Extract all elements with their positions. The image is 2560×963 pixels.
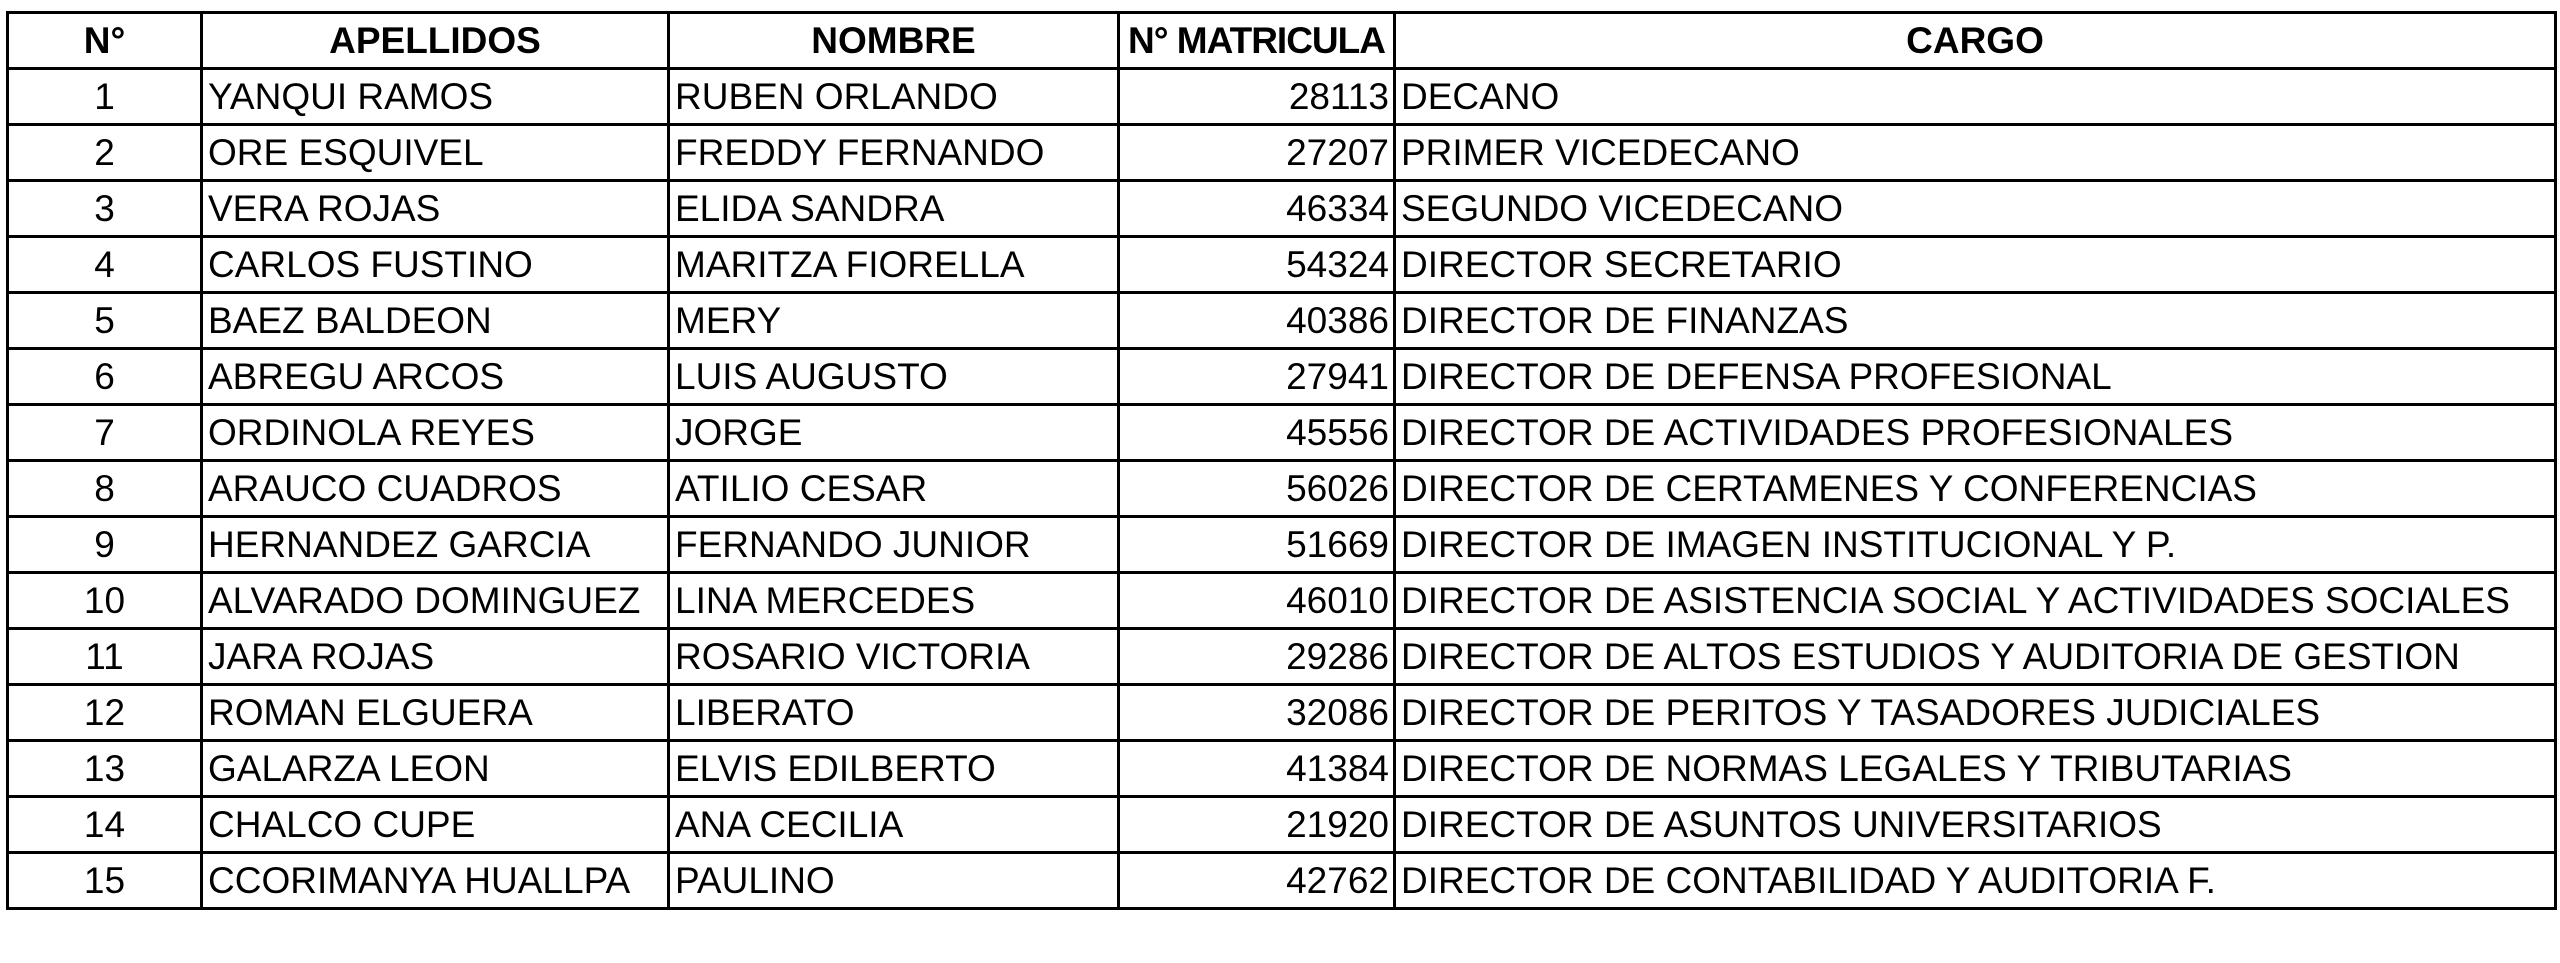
cell-cargo: DIRECTOR DE ASISTENCIA SOCIAL Y ACTIVIDADES SOCIALES [1395,573,2556,629]
table-row [8,685,2556,741]
cell-cargo: DIRECTOR DE CONTABILIDAD Y AUDITORIA F. [1395,853,2556,909]
table-row [8,853,2556,909]
cell-nombre: FERNANDO JUNIOR [669,517,1119,573]
cell-apellidos: YANQUI RAMOS [202,69,669,125]
cell-apellidos: GALARZA LEON [202,741,669,797]
cell-nombre: RUBEN ORLANDO [669,69,1119,125]
cell-cargo: DIRECTOR DE DEFENSA PROFESIONAL [1395,349,2556,405]
cell-num: 13 [8,741,202,797]
cell-apellidos: ALVARADO DOMINGUEZ [202,573,669,629]
cell-nombre: ANA CECILIA [669,797,1119,853]
cell-cargo: DIRECTOR DE ACTIVIDADES PROFESIONALES [1395,405,2556,461]
table-row [8,69,2556,125]
header-matricula: N° MATRICULA [1119,13,1395,69]
cell-apellidos: ABREGU ARCOS [202,349,669,405]
cell-num: 1 [8,69,202,125]
cell-nombre: FREDDY FERNANDO [669,125,1119,181]
cell-apellidos: CARLOS FUSTINO [202,237,669,293]
cell-matricula: 45556 [1119,405,1395,461]
table-row [8,517,2556,573]
cell-cargo: DIRECTOR DE PERITOS Y TASADORES JUDICIALES [1395,685,2556,741]
cell-cargo: DECANO [1395,69,2556,125]
cell-nombre: LINA MERCEDES [669,573,1119,629]
cell-apellidos: CCORIMANYA HUALLPA [202,853,669,909]
cell-num: 10 [8,573,202,629]
cell-matricula: 40386 [1119,293,1395,349]
cell-num: 12 [8,685,202,741]
table-row [8,237,2556,293]
cell-num: 15 [8,853,202,909]
cell-num: 8 [8,461,202,517]
cell-matricula: 51669 [1119,517,1395,573]
cell-num: 4 [8,237,202,293]
board-members-table [6,11,2557,910]
header-nombre: NOMBRE [669,13,1119,69]
header-num: N° [8,13,202,69]
cell-nombre: ELVIS EDILBERTO [669,741,1119,797]
cell-apellidos: VERA ROJAS [202,181,669,237]
cell-cargo: DIRECTOR DE IMAGEN INSTITUCIONAL Y P. [1395,517,2556,573]
cell-nombre: JORGE [669,405,1119,461]
cell-matricula: 41384 [1119,741,1395,797]
table-row [8,293,2556,349]
cell-nombre: LUIS AUGUSTO [669,349,1119,405]
cell-matricula: 32086 [1119,685,1395,741]
cell-apellidos: ARAUCO CUADROS [202,461,669,517]
cell-matricula: 42762 [1119,853,1395,909]
cell-cargo: DIRECTOR DE ALTOS ESTUDIOS Y AUDITORIA DE GESTION [1395,629,2556,685]
cell-num: 3 [8,181,202,237]
cell-nombre: MERY [669,293,1119,349]
cell-apellidos: HERNANDEZ GARCIA [202,517,669,573]
cell-apellidos: ORDINOLA REYES [202,405,669,461]
cell-num: 7 [8,405,202,461]
cell-num: 2 [8,125,202,181]
table-row [8,741,2556,797]
table-row [8,461,2556,517]
cell-matricula: 54324 [1119,237,1395,293]
cell-matricula: 56026 [1119,461,1395,517]
cell-cargo: DIRECTOR DE CERTAMENES Y CONFERENCIAS [1395,461,2556,517]
cell-num: 11 [8,629,202,685]
cell-cargo: DIRECTOR DE NORMAS LEGALES Y TRIBUTARIAS [1395,741,2556,797]
cell-matricula: 28113 [1119,69,1395,125]
cell-nombre: LIBERATO [669,685,1119,741]
cell-matricula: 27941 [1119,349,1395,405]
table-row [8,405,2556,461]
table-row [8,349,2556,405]
header-apellidos: APELLIDOS [202,13,669,69]
table-body [8,69,2556,909]
cell-apellidos: BAEZ BALDEON [202,293,669,349]
cell-matricula: 46334 [1119,181,1395,237]
cell-apellidos: JARA ROJAS [202,629,669,685]
cell-matricula: 46010 [1119,573,1395,629]
cell-matricula: 29286 [1119,629,1395,685]
cell-apellidos: ROMAN ELGUERA [202,685,669,741]
cell-matricula: 21920 [1119,797,1395,853]
cell-cargo: DIRECTOR DE FINANZAS [1395,293,2556,349]
cell-nombre: PAULINO [669,853,1119,909]
table-row [8,629,2556,685]
cell-cargo: PRIMER VICEDECANO [1395,125,2556,181]
table-row [8,797,2556,853]
cell-num: 14 [8,797,202,853]
table-header [8,13,2556,69]
header-row [8,13,2556,69]
directory-sheet [6,11,2557,910]
cell-cargo: SEGUNDO VICEDECANO [1395,181,2556,237]
cell-apellidos: ORE ESQUIVEL [202,125,669,181]
cell-nombre: ELIDA SANDRA [669,181,1119,237]
cell-nombre: ROSARIO VICTORIA [669,629,1119,685]
cell-num: 5 [8,293,202,349]
table-row [8,125,2556,181]
cell-cargo: DIRECTOR DE ASUNTOS UNIVERSITARIOS [1395,797,2556,853]
cell-nombre: ATILIO CESAR [669,461,1119,517]
cell-apellidos: CHALCO CUPE [202,797,669,853]
cell-num: 9 [8,517,202,573]
table-row [8,573,2556,629]
header-cargo: CARGO [1395,13,2556,69]
cell-cargo: DIRECTOR SECRETARIO [1395,237,2556,293]
table-row [8,181,2556,237]
cell-matricula: 27207 [1119,125,1395,181]
cell-nombre: MARITZA FIORELLA [669,237,1119,293]
cell-num: 6 [8,349,202,405]
